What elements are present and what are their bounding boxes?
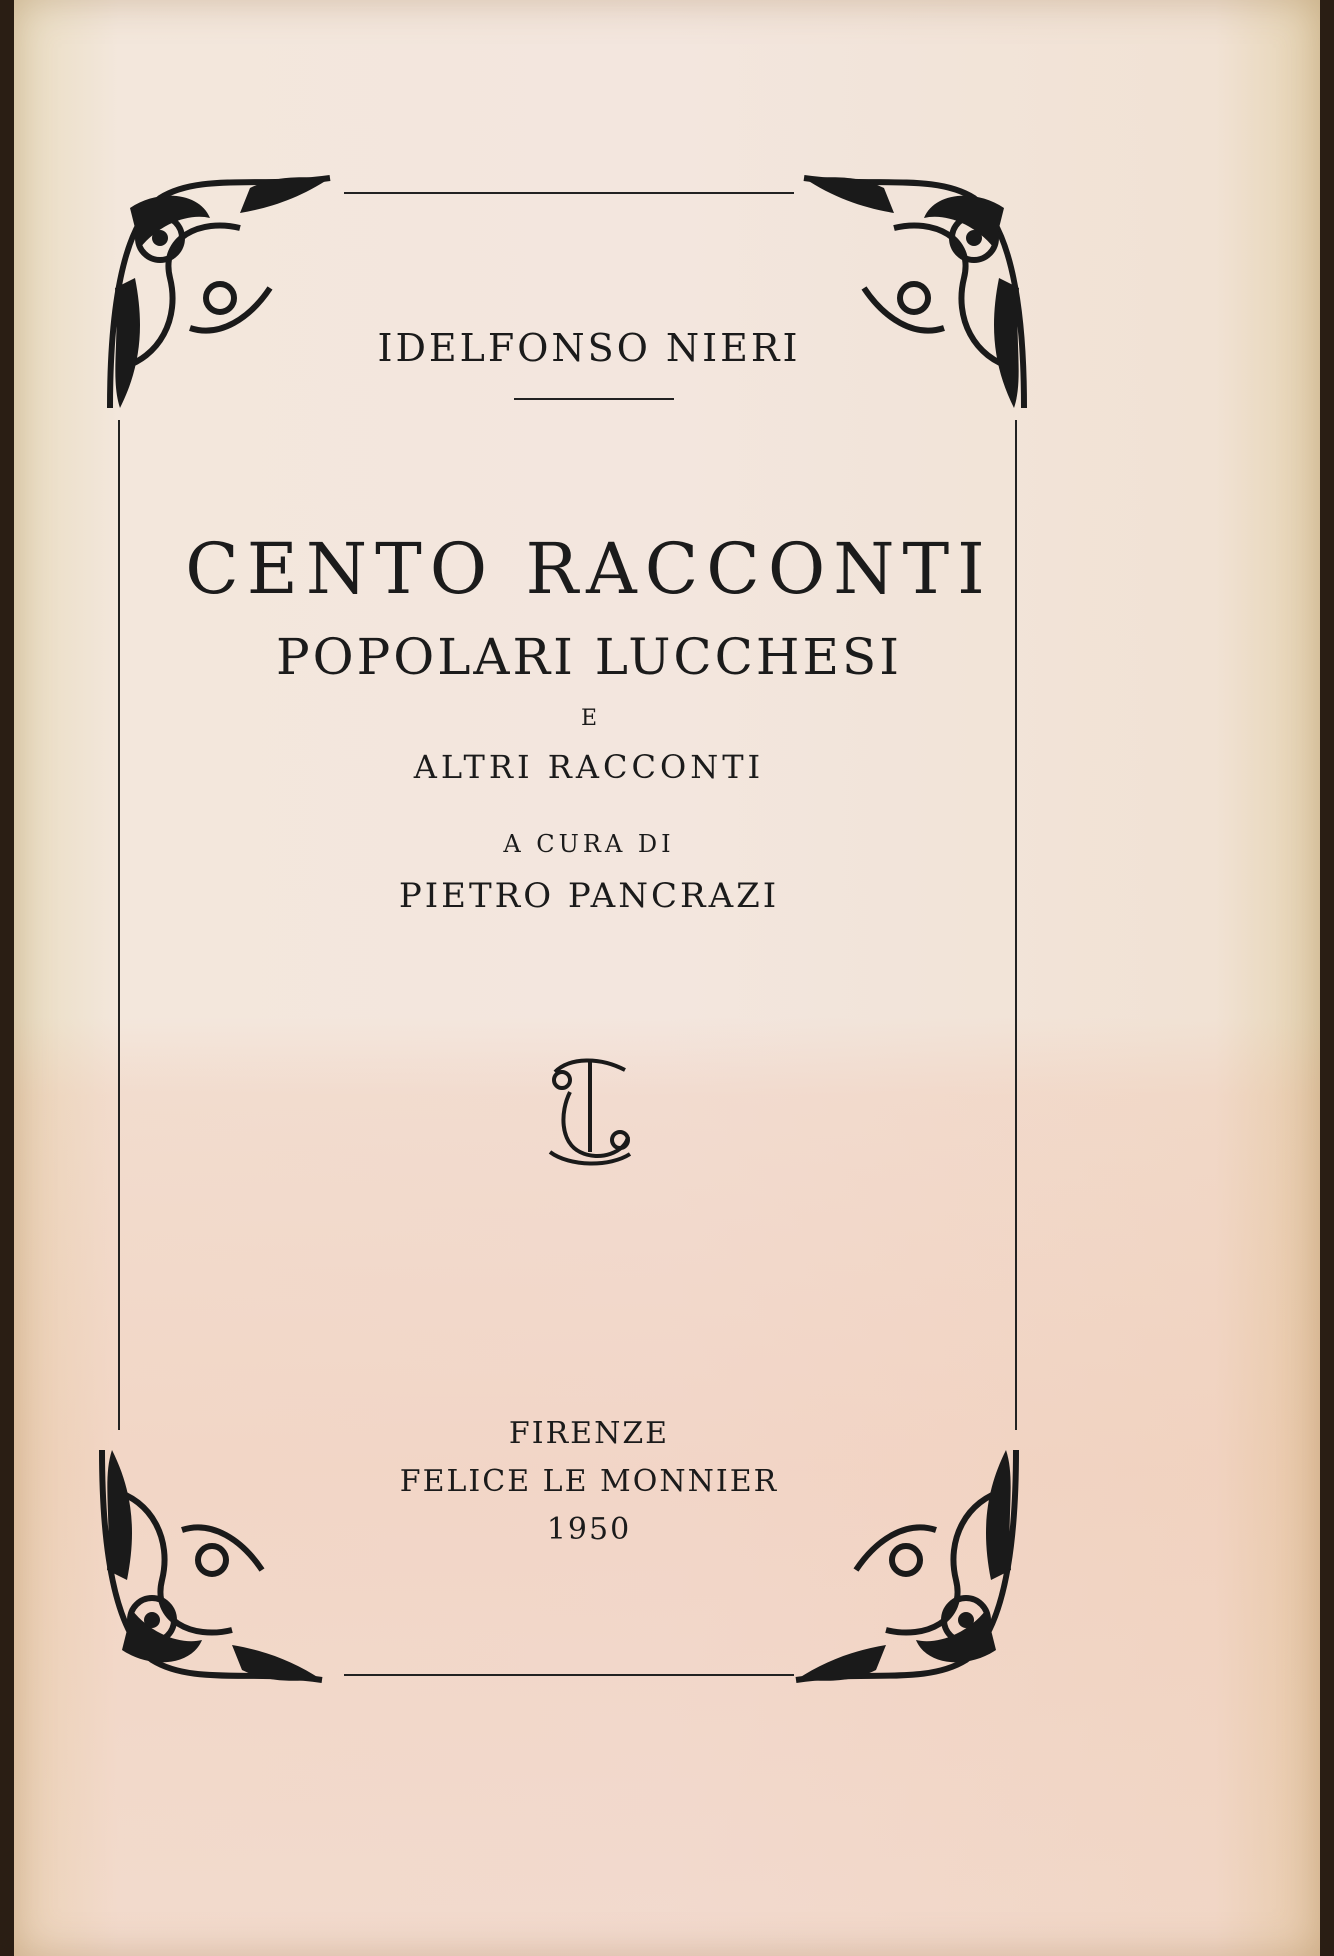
- title-conjunction: E: [580, 706, 598, 731]
- book-title: CENTO RACCONTI: [185, 528, 993, 610]
- author-name: IDELFONSO NIERI: [377, 326, 801, 370]
- publisher-name: FELICE LE MONNIER: [399, 1464, 779, 1499]
- publication-city: FIRENZE: [508, 1416, 670, 1451]
- other-stories-title: ALTRI RACCONTI: [413, 748, 765, 786]
- publication-year: 1950: [546, 1512, 632, 1547]
- book-title-page: [14, 0, 1320, 1956]
- author-divider: [514, 398, 674, 400]
- publisher-monogram-icon: [540, 1052, 640, 1172]
- frame-top-line: [344, 192, 794, 194]
- ornamental-corner-icon: [794, 168, 1034, 418]
- book-subtitle: POPOLARI LUCCHESI: [275, 628, 903, 686]
- frame-bottom-line: [344, 1674, 794, 1676]
- ornamental-corner-icon: [100, 168, 340, 418]
- editor-name: PIETRO PANCRAZI: [398, 876, 780, 916]
- curated-by-label: A CURA DI: [503, 830, 675, 858]
